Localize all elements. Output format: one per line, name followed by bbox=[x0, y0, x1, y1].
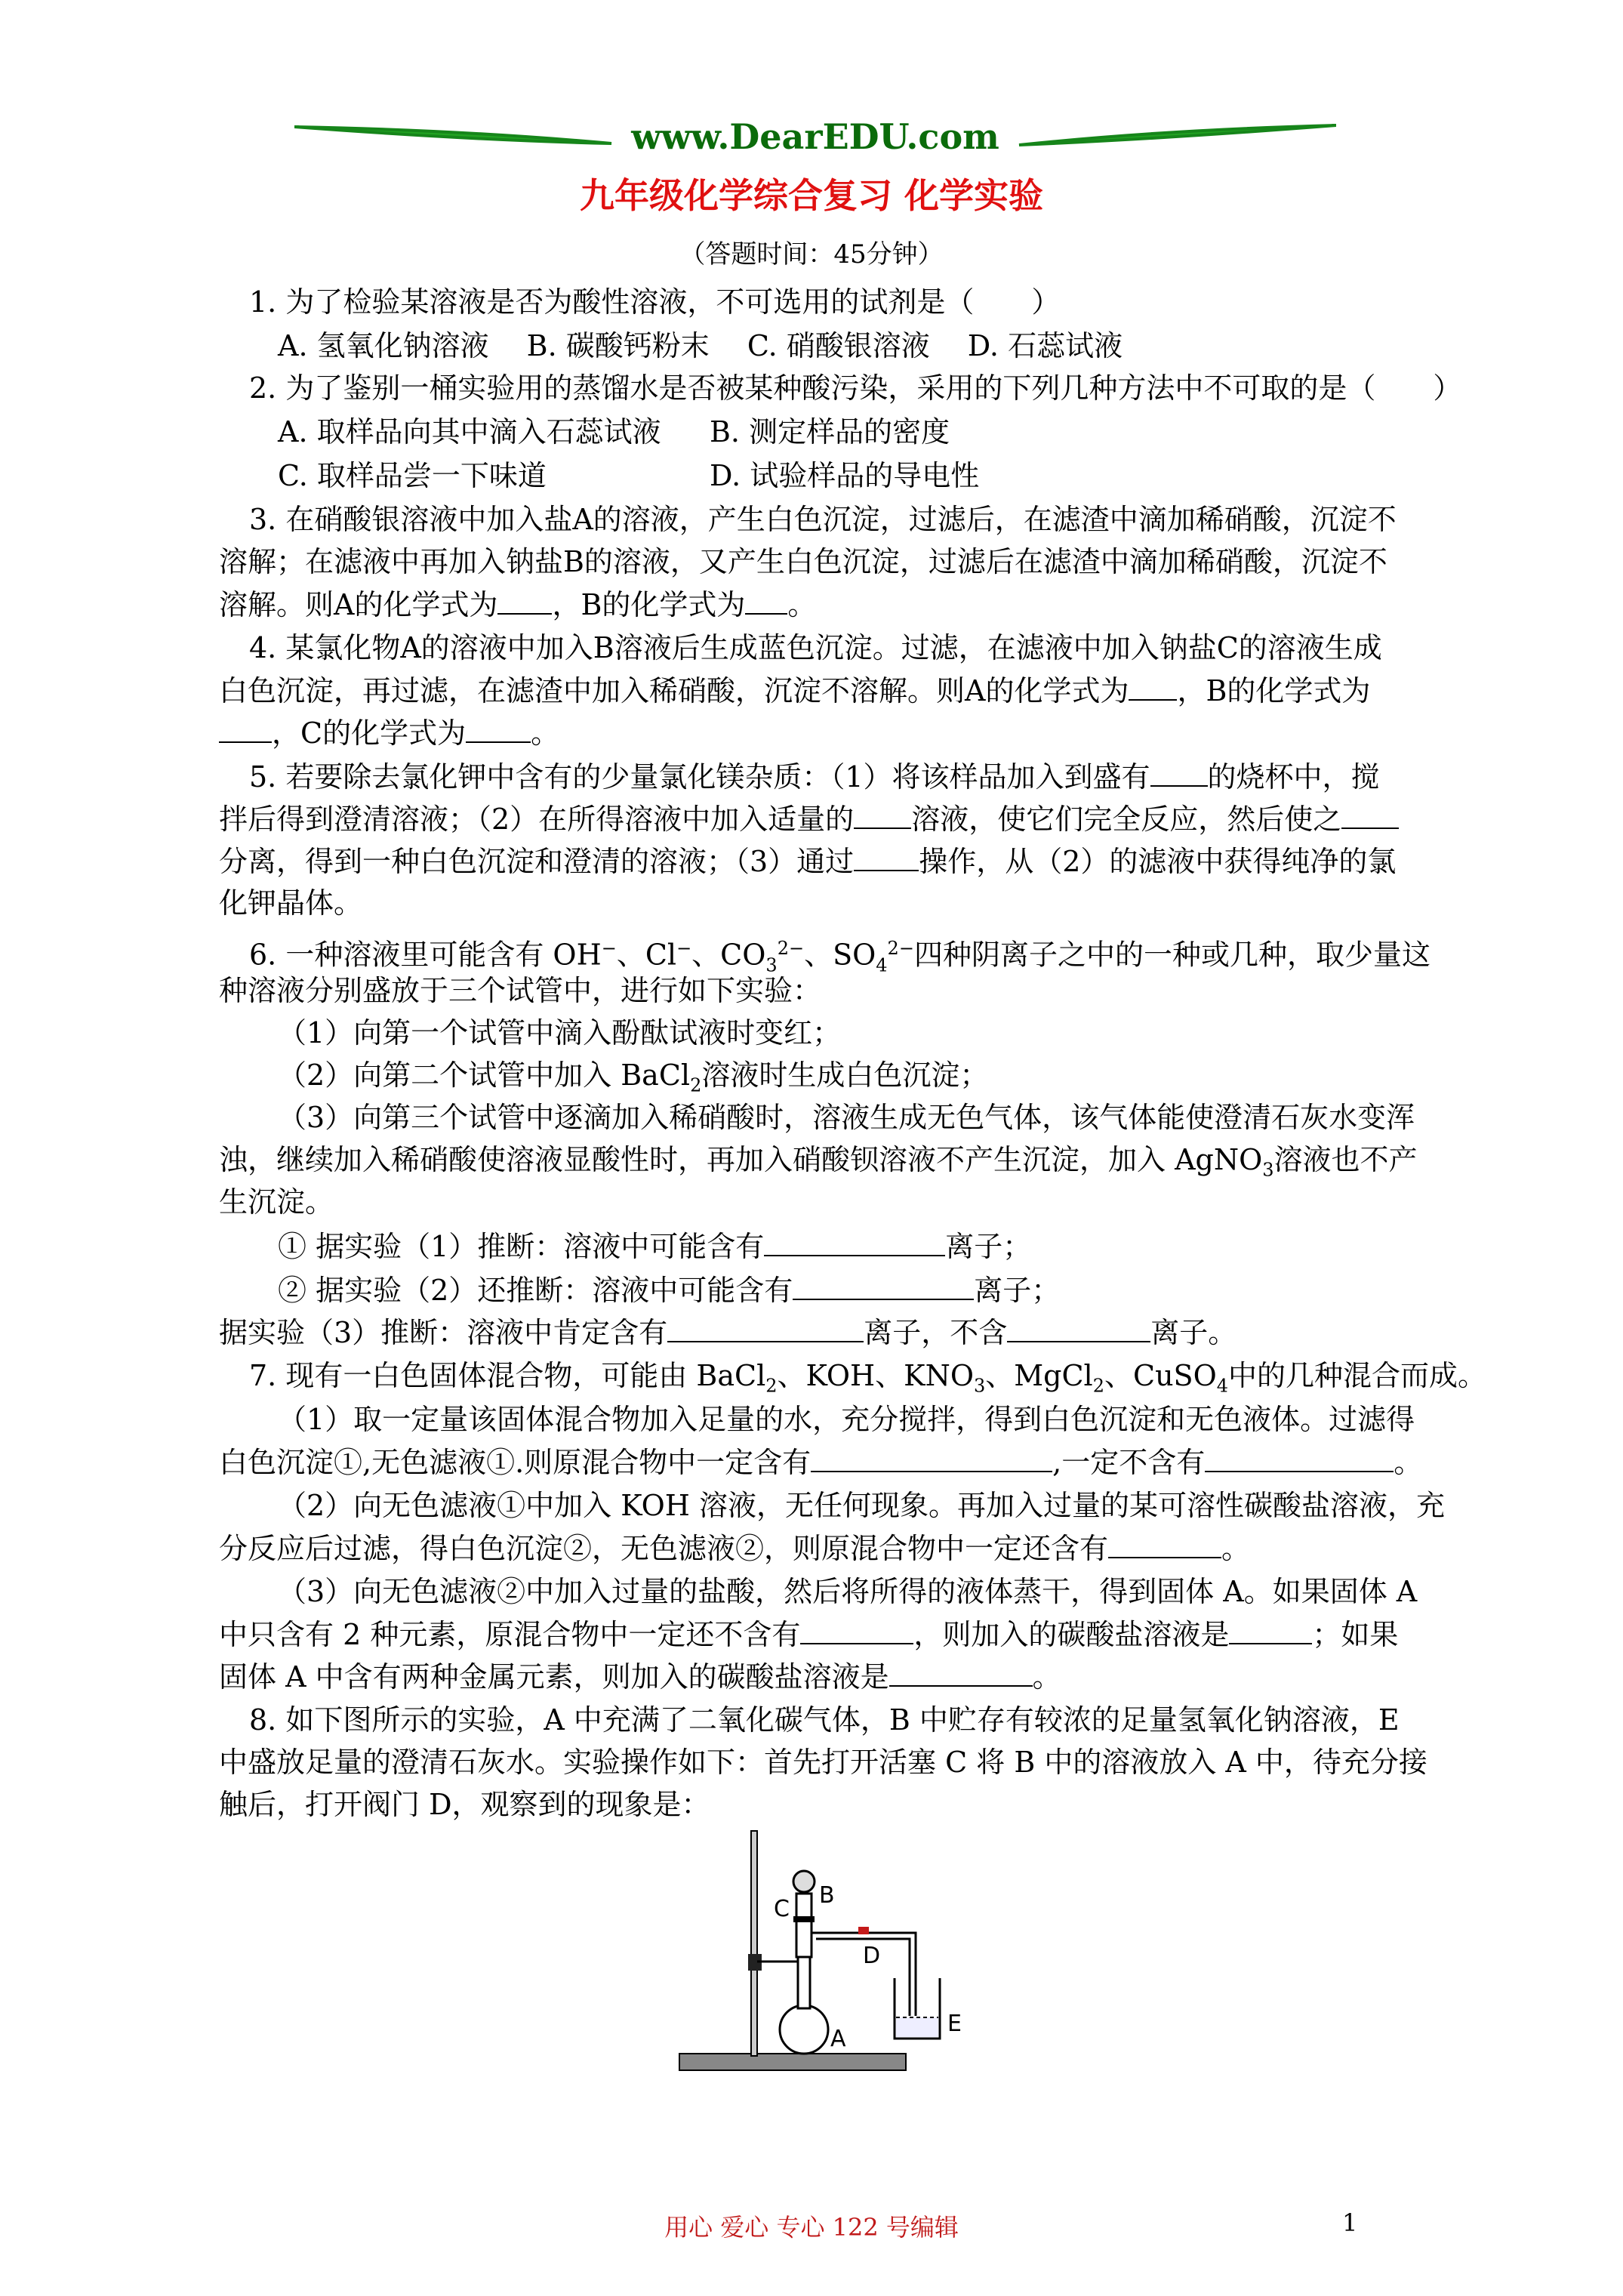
label-e: E bbox=[947, 2011, 962, 2037]
answer-blank[interactable] bbox=[497, 583, 552, 615]
formula-subscript: 4 bbox=[876, 954, 888, 976]
q7-text: 7. 现有一白色固体混合物，可能由 BaCl bbox=[249, 1359, 766, 1392]
q6-text: 离子； bbox=[974, 1274, 1061, 1307]
answer-blank[interactable] bbox=[667, 1311, 864, 1342]
q7-part1-line2 bbox=[219, 1441, 1422, 1484]
q7-text: 、CuSO bbox=[1104, 1359, 1217, 1392]
q7-text: 、KOH、KNO bbox=[777, 1359, 974, 1392]
apparatus-illustration bbox=[676, 1827, 1008, 2091]
time-limit-note: （答题时间：45分钟） bbox=[679, 239, 944, 270]
answer-blank[interactable] bbox=[1129, 669, 1177, 701]
site-url[interactable]: www.DearEDU.com bbox=[631, 116, 999, 157]
formula-subscript: 2 bbox=[765, 1375, 778, 1397]
q7-text: 白色沉淀①,无色滤液①.则原混合物中一定含有 bbox=[219, 1446, 812, 1479]
stand-rod bbox=[751, 1831, 757, 2056]
q6-text: 离子； bbox=[945, 1230, 1032, 1263]
q3-text: 。 bbox=[787, 588, 817, 621]
label-d: D bbox=[863, 1943, 881, 1969]
charge-superscript: 2− bbox=[777, 938, 805, 959]
answer-blank[interactable] bbox=[800, 1613, 913, 1644]
formula-subscript: 2 bbox=[690, 1074, 702, 1096]
answer-blank[interactable] bbox=[466, 711, 531, 743]
q7-text: ；如果 bbox=[1312, 1618, 1399, 1651]
q3-line1: 3. 在硝酸银溶液中加入盐A的溶液，产生白色沉淀，过滤后，在滤渣中滴加稀硝酸，沉淀不 bbox=[249, 503, 1397, 536]
header-banner bbox=[294, 112, 1336, 165]
q7-text: 中的几种混合而成。 bbox=[1228, 1359, 1487, 1392]
footer-text: 用心 爱心 专心 122 号编辑 bbox=[664, 2213, 959, 2242]
label-a: A bbox=[830, 2026, 846, 2052]
q5-text: 分离，得到一种白色沉淀和澄清的溶液；（3）通过 bbox=[219, 845, 855, 878]
q6-text: 6. 一种溶液里可能含有 OH bbox=[249, 938, 602, 972]
q7-text: 、MgCl bbox=[985, 1359, 1093, 1392]
q8-line3: 触后，打开阀门 D，观察到的现象是： bbox=[219, 1788, 710, 1821]
answer-blank[interactable] bbox=[889, 1655, 1033, 1687]
q6-line2: 种溶液分别盛放于三个试管中，进行如下实验： bbox=[219, 974, 822, 1007]
q6-text: 离子。 bbox=[1150, 1316, 1237, 1349]
q7-part1-line1: （1）取一定量该固体混合物加入足量的水，充分搅拌，得到白色沉淀和无色液体。过滤得 bbox=[278, 1403, 1415, 1436]
q7-text: 。 bbox=[1032, 1660, 1061, 1693]
q7-part3-line1: （3）向无色滤液②中加入过量的盐酸，然后将所得的液体蒸干，得到固体 A。如果固体 A bbox=[278, 1575, 1418, 1608]
q3-line2: 溶解；在滤液中再加入钠盐B的溶液，又产生白色沉淀，过滤后在滤渣中滴加稀硝酸，沉淀不 bbox=[219, 545, 1387, 578]
valve-d bbox=[858, 1927, 869, 1934]
label-c: C bbox=[774, 1896, 790, 1922]
q6-text: 溶液也不产 bbox=[1273, 1143, 1418, 1176]
q4-text: 。 bbox=[531, 717, 560, 750]
q7-part2-line1: （2）向无色滤液①中加入 KOH 溶液，无任何现象。再加入过量的某可溶性碳酸盐溶液，充 bbox=[278, 1489, 1445, 1522]
formula-subscript: 3 bbox=[1262, 1159, 1274, 1181]
q3-text: 溶解。则A的化学式为 bbox=[219, 588, 498, 621]
q1-stem: 1. 为了检验某溶液是否为酸性溶液，不可选用的试剂是（ ） bbox=[249, 285, 1061, 319]
answer-blank[interactable] bbox=[764, 1225, 945, 1256]
label-b: B bbox=[819, 1882, 835, 1909]
answer-blank[interactable] bbox=[1341, 797, 1399, 829]
q6-text: 浊，继续加入稀硝酸使溶液显酸性时，再加入硝酸钡溶液不产生沉淀，加入 AgNO bbox=[219, 1143, 1263, 1176]
charge-superscript: − bbox=[601, 938, 617, 959]
q6-answer2 bbox=[278, 1268, 1060, 1311]
answer-blank[interactable] bbox=[1007, 1311, 1150, 1342]
answer-blank[interactable] bbox=[811, 1441, 1052, 1472]
answer-blank[interactable] bbox=[854, 797, 911, 829]
beaker-e-liquid bbox=[896, 2017, 938, 2037]
q5-text: 溶液，使它们完全反应，然后使之 bbox=[911, 803, 1342, 836]
q2-stem: 2. 为了鉴别一桶实验用的蒸馏水是否被某种酸污染，采用的下列几种方法中不可取的是（ ） bbox=[249, 371, 1462, 405]
q6-text: （2）向第二个试管中加入 BaCl bbox=[278, 1059, 691, 1092]
q7-text: 。 bbox=[1221, 1532, 1251, 1565]
answer-blank[interactable] bbox=[1150, 755, 1208, 787]
q5-text: 5. 若要除去氯化钾中含有的少量氯化镁杂质：（1）将该样品加入到盛有 bbox=[249, 760, 1150, 794]
flask-a-neck bbox=[798, 1955, 810, 2008]
q2-option-c: C. 取样品尝一下味道 bbox=[278, 459, 547, 492]
answer-blank[interactable] bbox=[1205, 1441, 1394, 1472]
q6-exp3-line3: 生沉淀。 bbox=[219, 1185, 334, 1219]
answer-blank[interactable] bbox=[745, 583, 787, 615]
q7-part2-line2 bbox=[219, 1527, 1250, 1570]
q7-part3-line2 bbox=[219, 1613, 1398, 1656]
q5-line3 bbox=[219, 840, 1396, 883]
q5-text: 拌后得到澄清溶液；（2）在所得溶液中加入适量的 bbox=[219, 803, 855, 836]
q4-text: ，C的化学式为 bbox=[272, 717, 467, 750]
funnel-b bbox=[793, 1871, 815, 1892]
q4-line2 bbox=[219, 669, 1370, 712]
lab-apparatus-diagram bbox=[676, 1827, 1008, 2091]
q4-line3 bbox=[219, 711, 559, 754]
q2-option-a: A. 取样品向其中滴入石蕊试液 bbox=[278, 415, 661, 448]
page-title: 九年级化学综合复习 化学实验 bbox=[579, 175, 1043, 216]
stopcock-c bbox=[793, 1916, 815, 1922]
stand-base bbox=[679, 2054, 906, 2070]
q4-text: 白色沉淀，再过滤，在滤渣中加入稀硝酸，沉淀不溶解。则A的化学式为 bbox=[219, 674, 1129, 707]
q6-exp1: （1）向第一个试管中滴入酚酞试液时变红； bbox=[278, 1016, 842, 1049]
funnel-b-tube bbox=[796, 1894, 812, 1957]
q6-answer1 bbox=[278, 1225, 1031, 1268]
q6-exp3-line2 bbox=[219, 1139, 1418, 1191]
q7-text: ,一定不含有 bbox=[1052, 1446, 1206, 1479]
q6-text: ① 据实验（1）推断：溶液中可能含有 bbox=[278, 1230, 765, 1263]
q1-options: A. 氢氧化钠溶液 B. 碳酸钙粉末 C. 硝酸银溶液 D. 石蕊试液 bbox=[278, 329, 1123, 362]
charge-superscript: 2− bbox=[887, 938, 914, 959]
answer-blank[interactable] bbox=[854, 840, 919, 871]
answer-blank[interactable] bbox=[793, 1268, 974, 1300]
q6-text: 、CO bbox=[691, 938, 766, 972]
q6-text: 、SO bbox=[804, 938, 876, 972]
q5-line4: 化钾晶体。 bbox=[219, 886, 363, 920]
q5-text: 的烧杯中，搅 bbox=[1207, 760, 1380, 794]
q4-text: ，B的化学式为 bbox=[1177, 674, 1371, 707]
q8-line1: 8. 如下图所示的实验，A 中充满了二氧化碳气体，B 中贮存有较浓的足量氢氧化钠溶液，E bbox=[249, 1703, 1400, 1737]
q7-text: 固体 A 中含有两种金属元素，则加入的碳酸盐溶液是 bbox=[219, 1660, 889, 1693]
q7-part3-line3 bbox=[219, 1655, 1061, 1698]
q6-text: 离子，不含 bbox=[864, 1316, 1008, 1349]
q6-text: 据实验（3）推断：溶液中肯定含有 bbox=[219, 1316, 668, 1349]
q7-text: ，则加入的碳酸盐溶液是 bbox=[913, 1618, 1230, 1651]
q3-line3 bbox=[219, 583, 816, 626]
q4-line1: 4. 某氯化物A的溶液中加入B溶液后生成蓝色沉淀。过滤，在滤液中加入钠盐C的溶液生成 bbox=[249, 631, 1382, 664]
q2-option-b: B. 测定样品的密度 bbox=[710, 415, 950, 448]
page-number: 1 bbox=[1342, 2208, 1358, 2237]
answer-blank[interactable] bbox=[1229, 1613, 1312, 1644]
q5-line2 bbox=[219, 797, 1399, 840]
q6-text: ② 据实验（2）还推断：溶液中可能含有 bbox=[278, 1274, 793, 1307]
q3-text: ，B的化学式为 bbox=[552, 588, 746, 621]
q8-line2: 中盛放足量的澄清石灰水。实验操作如下：首先打开活塞 C 将 B 中的溶液放入 A 中，待充分接 bbox=[219, 1746, 1427, 1779]
q5-line1 bbox=[249, 755, 1380, 798]
answer-blank[interactable] bbox=[1108, 1527, 1221, 1558]
q6-text: 溶液时生成白色沉淀； bbox=[701, 1059, 989, 1092]
flask-a bbox=[780, 2005, 828, 2054]
q2-option-d: D. 试验样品的导电性 bbox=[710, 459, 980, 492]
charge-superscript: − bbox=[676, 938, 692, 959]
formula-subscript: 4 bbox=[1216, 1375, 1229, 1397]
q6-text: 、Cl bbox=[616, 938, 677, 972]
q7-text: 。 bbox=[1394, 1446, 1423, 1479]
q6-text: 四种阴离子之中的一种或几种，取少量这 bbox=[913, 938, 1431, 972]
formula-subscript: 3 bbox=[765, 954, 778, 976]
answer-blank[interactable] bbox=[219, 711, 272, 743]
q7-text: 分反应后过滤，得白色沉淀②，无色滤液②，则原混合物中一定还含有 bbox=[219, 1532, 1109, 1565]
q7-text: 中只含有 2 种元素，原混合物中一定还不含有 bbox=[219, 1618, 801, 1651]
q6-exp3-line1: （3）向第三个试管中逐滴加入稀硝酸时，溶液生成无色气体，该气体能使澄清石灰水变浑 bbox=[278, 1101, 1415, 1134]
formula-subscript: 3 bbox=[973, 1375, 986, 1397]
q5-text: 操作，从（2）的滤液中获得纯净的氯 bbox=[919, 845, 1397, 878]
q6-answer3 bbox=[219, 1311, 1236, 1354]
formula-subscript: 2 bbox=[1092, 1375, 1104, 1397]
